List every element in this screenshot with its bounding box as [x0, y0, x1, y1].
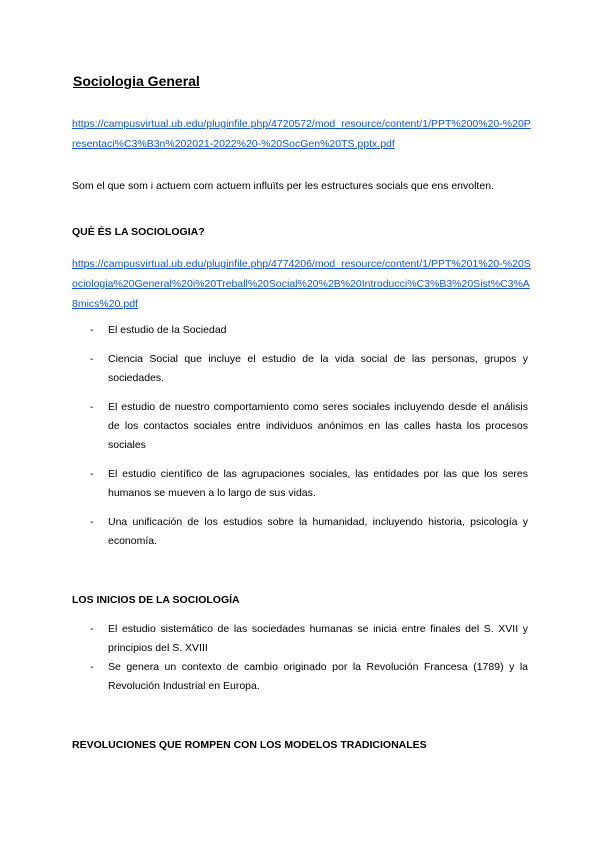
- origins-list: [72, 620, 528, 696]
- dash-bullet: -: [90, 661, 94, 673]
- list-item: - El estudio de la Sociedad: [72, 321, 528, 340]
- section-heading-origins: LOS INICIOS DE LA SOCIOLOGÍA: [72, 594, 240, 606]
- document-title: Sociologia General: [73, 73, 200, 89]
- sociology-link[interactable]: https://campusvirtual.ub.edu/pluginfile.php/4774206/mod_resource/content/1/PPT%201%20-%20Sociologia%20General%20i%20Treball%20Social%20%2B%20Introducci%C3%B3%20Sist%C3%A8mics%20.pdf: [72, 258, 531, 310]
- definition-list: [72, 321, 528, 561]
- dash-bullet: -: [90, 324, 94, 336]
- section-heading-revolutions: REVOLUCIONES QUE ROMPEN CON LOS MODELOS TRADICIONALES: [72, 739, 427, 751]
- list-item: - Una unificación de los estudios sobre la humanidad, incluyendo historia, psicología y economía.: [72, 513, 528, 551]
- section-heading-what-is-sociology: QUÈ ÉS LA SOCIOLOGIA?: [72, 226, 205, 238]
- dash-bullet: -: [90, 516, 94, 528]
- dash-bullet: -: [90, 353, 94, 365]
- list-item: - Se genera un contexto de cambio originado por la Revolución Francesa (1789) y la Revolución Industrial en Europa.: [72, 658, 528, 696]
- presentation-link[interactable]: https://campusvirtual.ub.edu/pluginfile.php/4720572/mod_resource/content/1/PPT%200%20-%20Presentaci%C3%B3n%202021-2022%20-%20SocGen%20TS.pptx.pdf: [72, 118, 531, 150]
- list-item: - El estudio científico de las agrupaciones sociales, las entidades por las que los seres humanos se mueven a lo largo de sus vidas.: [72, 465, 528, 503]
- intro-paragraph: Som el que som i actuem com actuem influïts per les estructures socials que ens envolten.: [72, 180, 494, 192]
- list-item: - Ciencia Social que incluye el estudio de la vida social de las personas, grupos y sociedades.: [72, 350, 528, 388]
- list-item: - El estudio de nuestro comportamiento como seres sociales incluyendo desde el análisis de los contactos sociales entre individuos anónimos en las calles hasta los procesos sociales: [72, 398, 528, 455]
- dash-bullet: -: [90, 401, 94, 413]
- dash-bullet: -: [90, 468, 94, 480]
- list-item: - El estudio sistemático de las sociedades humanas se inicia entre finales del S. XVII y principios del S. XVIII: [72, 620, 528, 658]
- dash-bullet: -: [90, 623, 94, 635]
